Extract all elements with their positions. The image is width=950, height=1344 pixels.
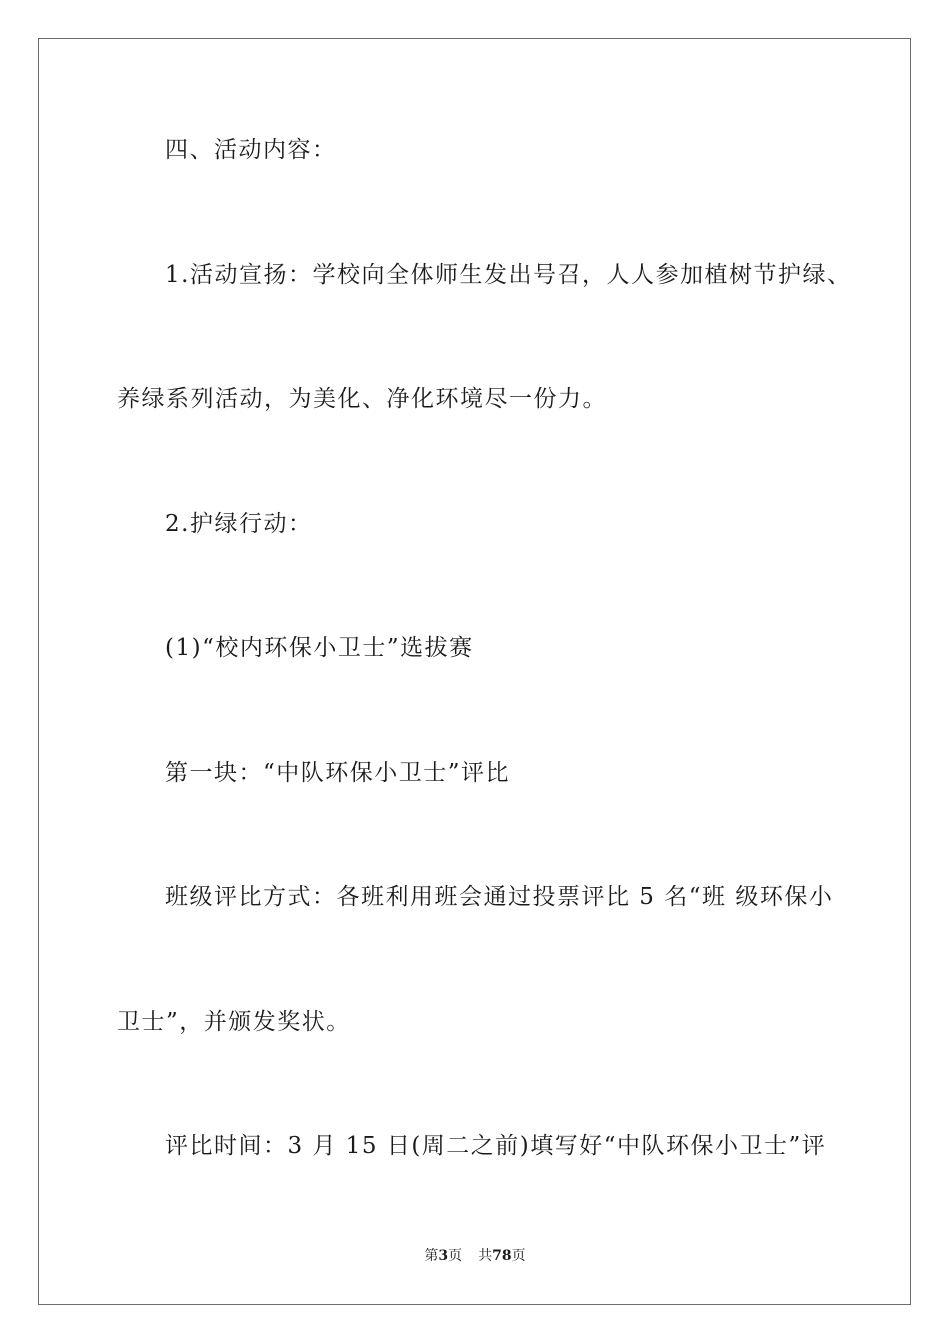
page-border [38,38,911,1305]
subsection-heading: 2.护绿行动： [165,511,313,537]
footer-page-number: 3 [438,1248,449,1264]
paragraph-line: 养绿系列活动，为美化、净化环境尽一份力。 [117,386,607,412]
list-item-heading: (1)“校内环保小卫士”选拔赛 [165,635,474,661]
paragraph-line: 第一块：“中队环保小卫士”评比 [165,760,511,786]
paragraph-line: 评比时间：3 月 15 日(周二之前)填写好“中队环保小卫士”评 [165,1133,827,1159]
paragraph-line: 班级评比方式：各班利用班会通过投票评比 5 名“班 级环保小 [165,884,834,910]
footer-page-prefix: 第 [424,1248,439,1264]
footer-total-suffix: 页 [511,1248,526,1264]
footer-total-number: 78 [492,1248,512,1264]
page-footer [0,1246,950,1266]
paragraph-line: 1.活动宣扬：学校向全体师生发出号召，人人参加植树节护绿、 [165,262,852,288]
footer-total-prefix: 共 [478,1248,493,1264]
paragraph-line: 卫士”，并颁发奖状。 [117,1009,351,1035]
section-heading: 四、活动内容： [165,137,337,163]
footer-page-suffix: 页 [448,1248,463,1264]
